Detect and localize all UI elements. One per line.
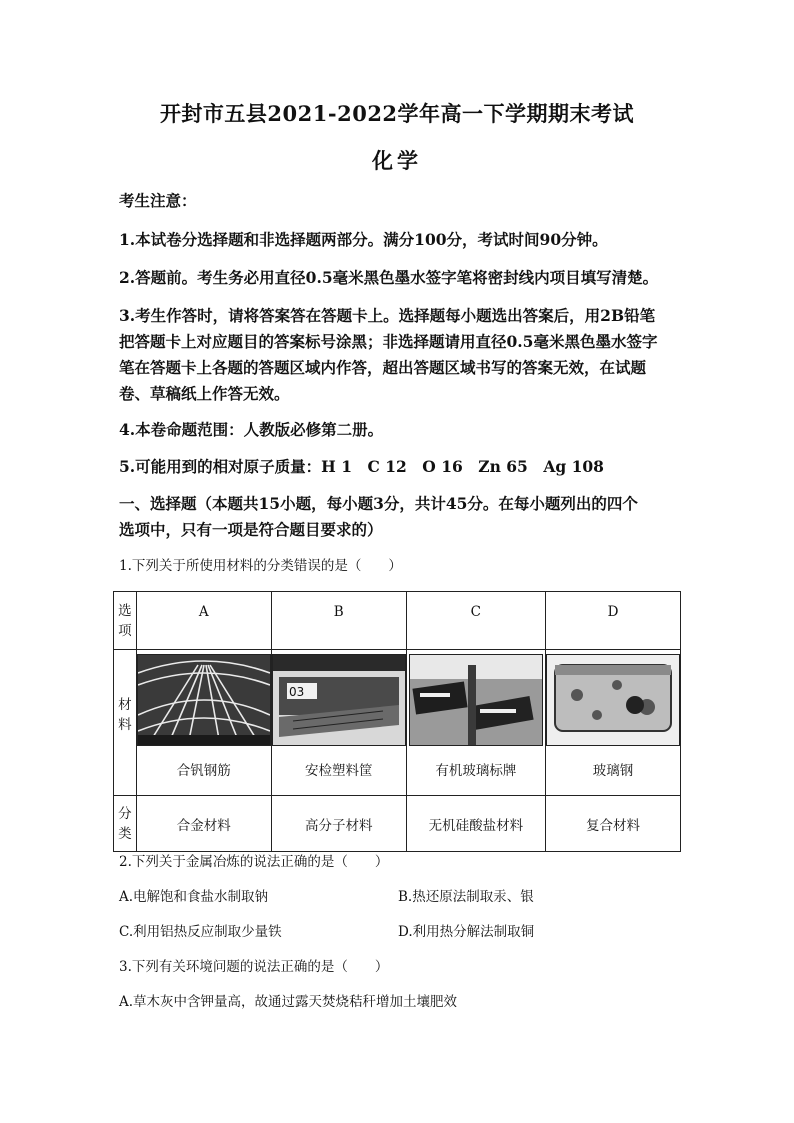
class-header-char-1: 分 bbox=[118, 805, 132, 822]
material-cell-c bbox=[406, 650, 545, 796]
option-header bbox=[114, 592, 137, 650]
material-name-a: 合钒钢筋 bbox=[176, 763, 231, 779]
basket-number-text: 03 bbox=[288, 685, 304, 699]
class-b: 高分子材料 bbox=[271, 796, 406, 852]
steel-structure-photo bbox=[137, 654, 271, 746]
question-2-option-a: A.电解饱和食盐水制取钠 bbox=[119, 889, 269, 905]
option-header-char-2: 项 bbox=[118, 622, 132, 639]
notice-item-2: 2.答题前。考生务必用直径0.5毫米黑色墨水签字笔将密封线内项目填写清楚。 bbox=[119, 268, 659, 287]
question-1-stem: 1.下列关于所使用材料的分类错误的是（ ） bbox=[119, 558, 402, 574]
class-d: 复合材料 bbox=[546, 796, 681, 852]
exam-title: 开封市五县2021-2022学年高一下学期期末考试 bbox=[159, 101, 635, 126]
option-letter-c: C bbox=[406, 592, 545, 650]
notice-heading: 考生注意： bbox=[119, 191, 197, 210]
material-cell-b bbox=[271, 650, 406, 796]
notice-item-3-line-2: 把答题卡上对应题目的答案标号涂黑；非选择题请用直径0.5毫米黑色墨水签字 bbox=[119, 332, 658, 351]
notice-item-1: 1.本试卷分选择题和非选择题两部分。满分100分，考试时间90分钟。 bbox=[119, 230, 608, 249]
question-1-table bbox=[113, 591, 681, 852]
material-cell-d bbox=[546, 650, 681, 796]
material-name-d: 玻璃钢 bbox=[592, 763, 634, 779]
question-3-stem: 3.下列有关环境问题的说法正确的是（ ） bbox=[119, 959, 389, 975]
class-c: 无机硅酸盐材料 bbox=[406, 796, 545, 852]
option-letter-b: B bbox=[271, 592, 406, 650]
material-cell-a bbox=[136, 650, 271, 796]
section-heading-line-2: 选项中，只有一项是符合题目要求的） bbox=[119, 520, 383, 539]
material-header-char-1: 材 bbox=[118, 697, 132, 713]
option-letter-d: D bbox=[546, 592, 681, 650]
notice-item-3-line-1: 3.考生作答时，请将答案答在答题卡上。选择题每小题选出答案后，用2B铅笔 bbox=[119, 306, 656, 325]
class-a: 合金材料 bbox=[136, 796, 271, 852]
question-2-option-d: D.利用热分解法制取铜 bbox=[398, 924, 535, 940]
class-header bbox=[114, 796, 137, 852]
fiberglass-tank-photo bbox=[546, 654, 680, 746]
question-3-option-a: A.草木灰中含钾量高，故通过露天焚烧秸秆增加土壤肥效 bbox=[119, 994, 458, 1010]
acrylic-sign-photo bbox=[409, 654, 543, 746]
notice-item-4: 4.本卷命题范围：人教版必修第二册。 bbox=[119, 420, 384, 439]
section-heading-line-1: 一、选择题（本题共15小题，每小题3分，共计45分。在每小题列出的四个 bbox=[119, 494, 638, 513]
option-letter-a: A bbox=[136, 592, 271, 650]
material-header bbox=[114, 650, 137, 796]
notice-item-5: 5.可能用到的相对原子质量：H 1 C 12 O 16 Zn 65 Ag 108 bbox=[119, 457, 604, 476]
plastic-basket-photo bbox=[272, 654, 406, 746]
notice-item-3-line-3: 笔在答题卡上各题的答题区域内作答，超出答题区域书写的答案无效，在试题 bbox=[119, 358, 647, 377]
option-header-char-1: 选 bbox=[118, 602, 132, 619]
material-header-char-2: 料 bbox=[118, 717, 132, 733]
question-2-option-b: B.热还原法制取汞、银 bbox=[398, 889, 534, 905]
class-header-char-2: 类 bbox=[118, 825, 132, 842]
material-name-c: 有机玻璃标牌 bbox=[435, 763, 517, 779]
question-2-option-c: C.利用铝热反应制取少量铁 bbox=[119, 924, 282, 940]
material-name-b: 安检塑料筐 bbox=[304, 763, 373, 779]
notice-item-3-line-4: 卷、草稿纸上作答无效。 bbox=[119, 384, 290, 403]
question-2-stem: 2.下列关于金属冶炼的说法正确的是（ ） bbox=[119, 854, 389, 870]
exam-subject: 化学 bbox=[372, 148, 422, 173]
